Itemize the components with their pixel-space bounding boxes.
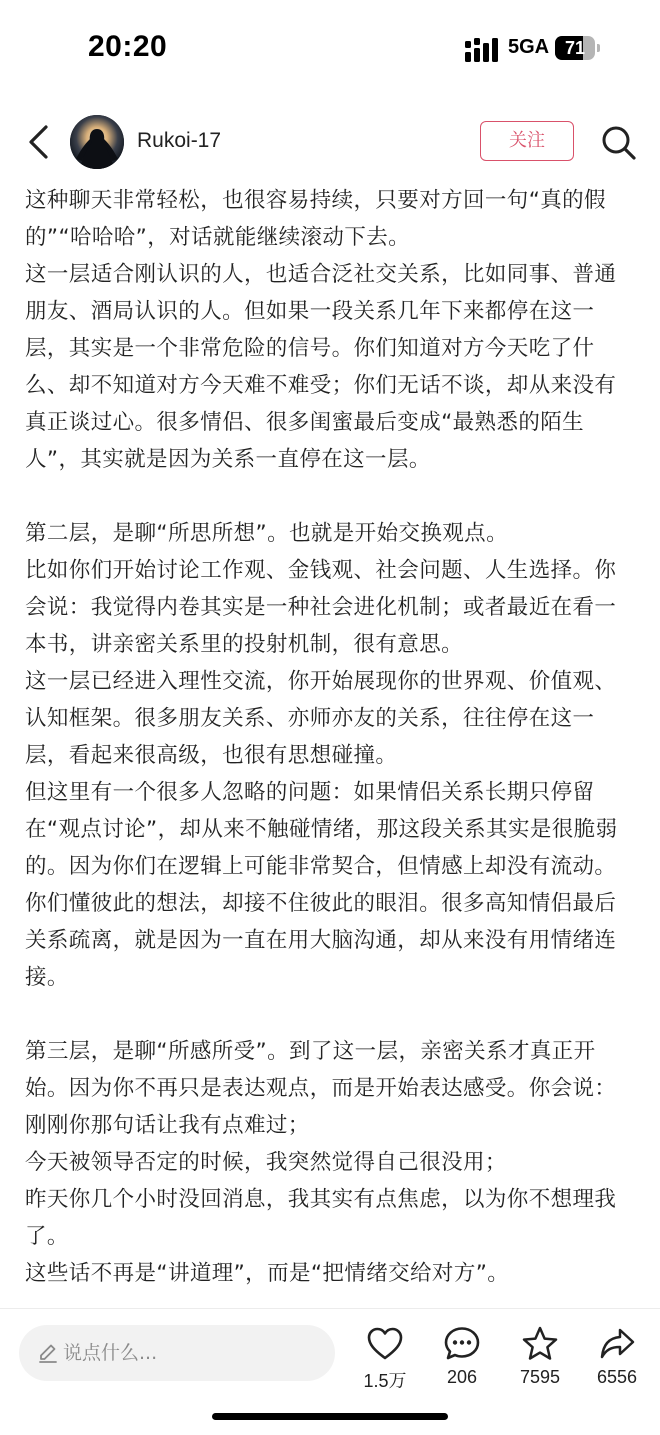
avatar[interactable]	[70, 115, 124, 169]
author-name[interactable]: Rukoi-17	[137, 129, 222, 152]
status-time: 20:20	[88, 30, 168, 63]
comment-placeholder: 说点什么...	[63, 1342, 158, 1364]
paragraph: 第三层，是聊“所感所受”。到了这一层，亲密关系才真正开始。因为你不再只是表达观点，而是开始表达感受。你会说：刚刚你那句话让我有点难过；	[25, 1039, 617, 1138]
paragraph: 这一层适合刚认识的人，也适合泛社交关系，比如同事、普通朋友、酒局认识的人。但如果一段关系几年下来都停在这一层，其实是一个非常危险的信号。你们知道对方今天吃了什么、却不知道对方今天难不难受；你们无话不谈，却从来没有真正谈过心。很多情侣、很多闺蜜最后变成“最熟悉的陌生人”，其实就是因为关系一直停在这一层。	[25, 262, 617, 472]
follow-button[interactable]: 关注	[480, 121, 574, 161]
avatar-image	[70, 115, 124, 169]
back-arrow-icon[interactable]	[22, 123, 56, 161]
like-count: 1.5万	[363, 1371, 407, 1391]
pencil-icon	[37, 1342, 59, 1364]
nav-header	[0, 105, 660, 180]
paragraph: 比如你们开始讨论工作观、金钱观、社会问题、人生选择。你会说：我觉得内卷其实是一种社会进化机制；或者最近在看一本书，讲亲密关系里的投射机制，很有意思。	[25, 558, 617, 657]
home-indicator	[212, 1413, 448, 1420]
signal-bars-icon	[465, 38, 501, 62]
paragraph: 这一层已经进入理性交流，你开始展现你的世界观、价值观、认知框架。很多朋友关系、亦师亦友的关系，往往停在这一层，看起来很高级，也很有思想碰撞。	[25, 669, 617, 768]
favorite-count: 7595	[519, 1367, 561, 1387]
comment-count: 206	[446, 1367, 478, 1387]
paragraph: 这些话不再是“讲道理”，而是“把情绪交给对方”。	[25, 1261, 510, 1286]
paragraph: 但这里有一个很多人忽略的问题：如果情侣关系长期只停留在“观点讨论”，却从来不触碰情绪，那这段关系其实是很脆弱的。因为你们在逻辑上可能非常契合，但情感上却没有流动。你们懂彼此的想法，却接不住彼此的眼泪。很多高知情侣最后关系疏离，就是因为一直在用大脑沟通，却从来没有用情绪连接。	[25, 780, 618, 990]
paragraph: 昨天你几个小时没回消息，我其实有点焦虑，以为你不想理我了。	[25, 1187, 617, 1249]
search-icon[interactable]	[600, 123, 638, 163]
network-type: 5GA	[508, 36, 550, 58]
share-count: 6556	[596, 1367, 638, 1387]
star-icon	[521, 1325, 559, 1363]
status-bar	[0, 0, 660, 100]
like-button[interactable]	[354, 1323, 414, 1403]
paragraph: 这种聊天非常轻松，也很容易持续，只要对方回一句“真的假的”“哈哈哈”，对话就能继续滚动下去。	[25, 188, 606, 250]
battery-percent: 71	[564, 38, 586, 58]
heart-icon	[366, 1325, 404, 1363]
comment-button[interactable]	[431, 1323, 491, 1403]
paragraph: 第二层，是聊“所思所想”。也就是开始交换观点。	[25, 521, 508, 546]
comment-bubble-icon	[443, 1325, 481, 1363]
article-content	[25, 182, 635, 1308]
comment-input[interactable]	[19, 1325, 335, 1381]
share-button[interactable]	[586, 1323, 646, 1403]
battery-icon	[555, 36, 601, 60]
share-arrow-icon	[598, 1325, 636, 1363]
paragraph: 今天被领导否定的时候，我突然觉得自己很没用；	[25, 1150, 507, 1175]
favorite-button[interactable]	[509, 1323, 569, 1403]
